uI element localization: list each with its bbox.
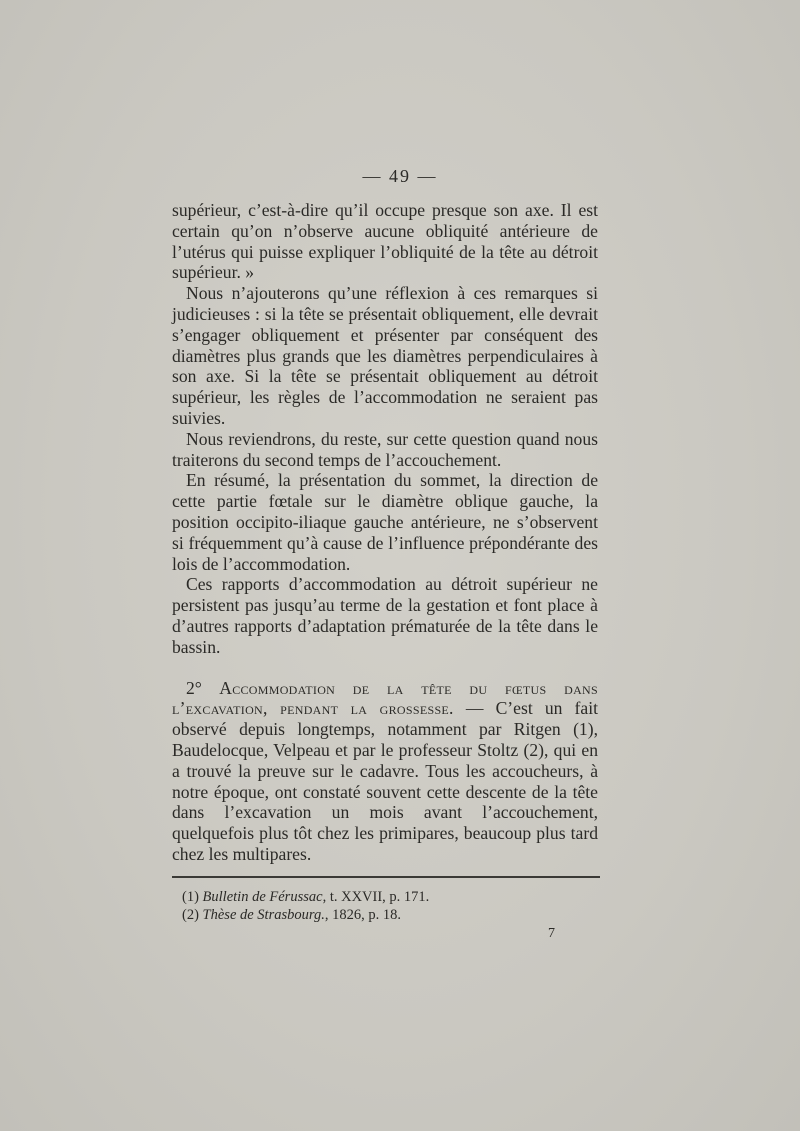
footnote-title: Bulletin de Férussac	[202, 889, 323, 905]
paragraph-1: supérieur, c’est-à-dire qu’il occupe presque son axe. Il est certain qu’on n’observe aucune obliquité antérieure de l’utérus qui puisse expliquer l’obliquité de la tête au détroit supérieur. »	[172, 200, 598, 283]
footnote-rest: , t. XXVII, p. 171.	[322, 889, 430, 905]
main-text	[172, 200, 598, 865]
paragraph-5: Ces rapports d’accommodation au détroit supérieur ne persistent pas jusqu’au terme de la gestation et font place à d’autres rapports d’adaptation prématurée de la tête dans le bassin.	[172, 574, 598, 657]
signature-mark: 7	[548, 926, 555, 941]
footnotes	[182, 888, 602, 924]
footnote-title: Thèse de Strasbourg.	[202, 907, 325, 923]
footnote-mark: (1)	[182, 889, 199, 905]
footnote-mark: (2)	[182, 907, 199, 923]
paragraph-3: Nous reviendrons, du reste, sur cette question quand nous traiterons du second temps de l’accouchement.	[172, 428, 598, 470]
footnote-rest: , 1826, p. 18.	[324, 907, 401, 923]
footnote-rule	[172, 876, 600, 878]
section-text: — C’est un fait observé depuis longtemps, notamment par Ritgen (1), Baudelocque, Velpeau et par le professeur Stoltz (2), qui en a trouvé la preuve sur le cadavre. Tous les accoucheurs, à notre époque, ont constaté souvent cette descente de la tête dans l’excavation un mois avant l’accouchement, quelquefois plus tôt chez les primipares, beaucoup plus tard chez les multipares.	[172, 698, 598, 864]
page-number: — 49 —	[362, 166, 438, 186]
section-number: 2°	[186, 677, 202, 698]
section-heading: Accommodation de la tête du fœtus dans l’excavation, pendant la grossesse.	[172, 677, 598, 719]
paragraph-4: En résumé, la présentation du sommet, la direction de cette partie fœtale sur le diamètre oblique gauche, la position occipito-iliaque gauche antérieure, ne s’observent si fréquemment qu’à cause de l’influence prépondérante des lois de l’accommodation.	[172, 470, 598, 574]
footnote-2	[182, 906, 602, 924]
section-paragraph	[172, 678, 598, 865]
footnote-1	[182, 888, 602, 906]
paragraph-2: Nous n’ajouterons qu’une réflexion à ces remarques si judicieuses : si la tête se présentait obliquement, elle devrait s’engager obliquement et présenter par conséquent des diamètres plus grands que les diamètres perpendiculaires à son axe. Si la tête se présentait obliquement au détroit supérieur, les règles de l’accommodation ne seraient pas suivies.	[172, 283, 598, 428]
